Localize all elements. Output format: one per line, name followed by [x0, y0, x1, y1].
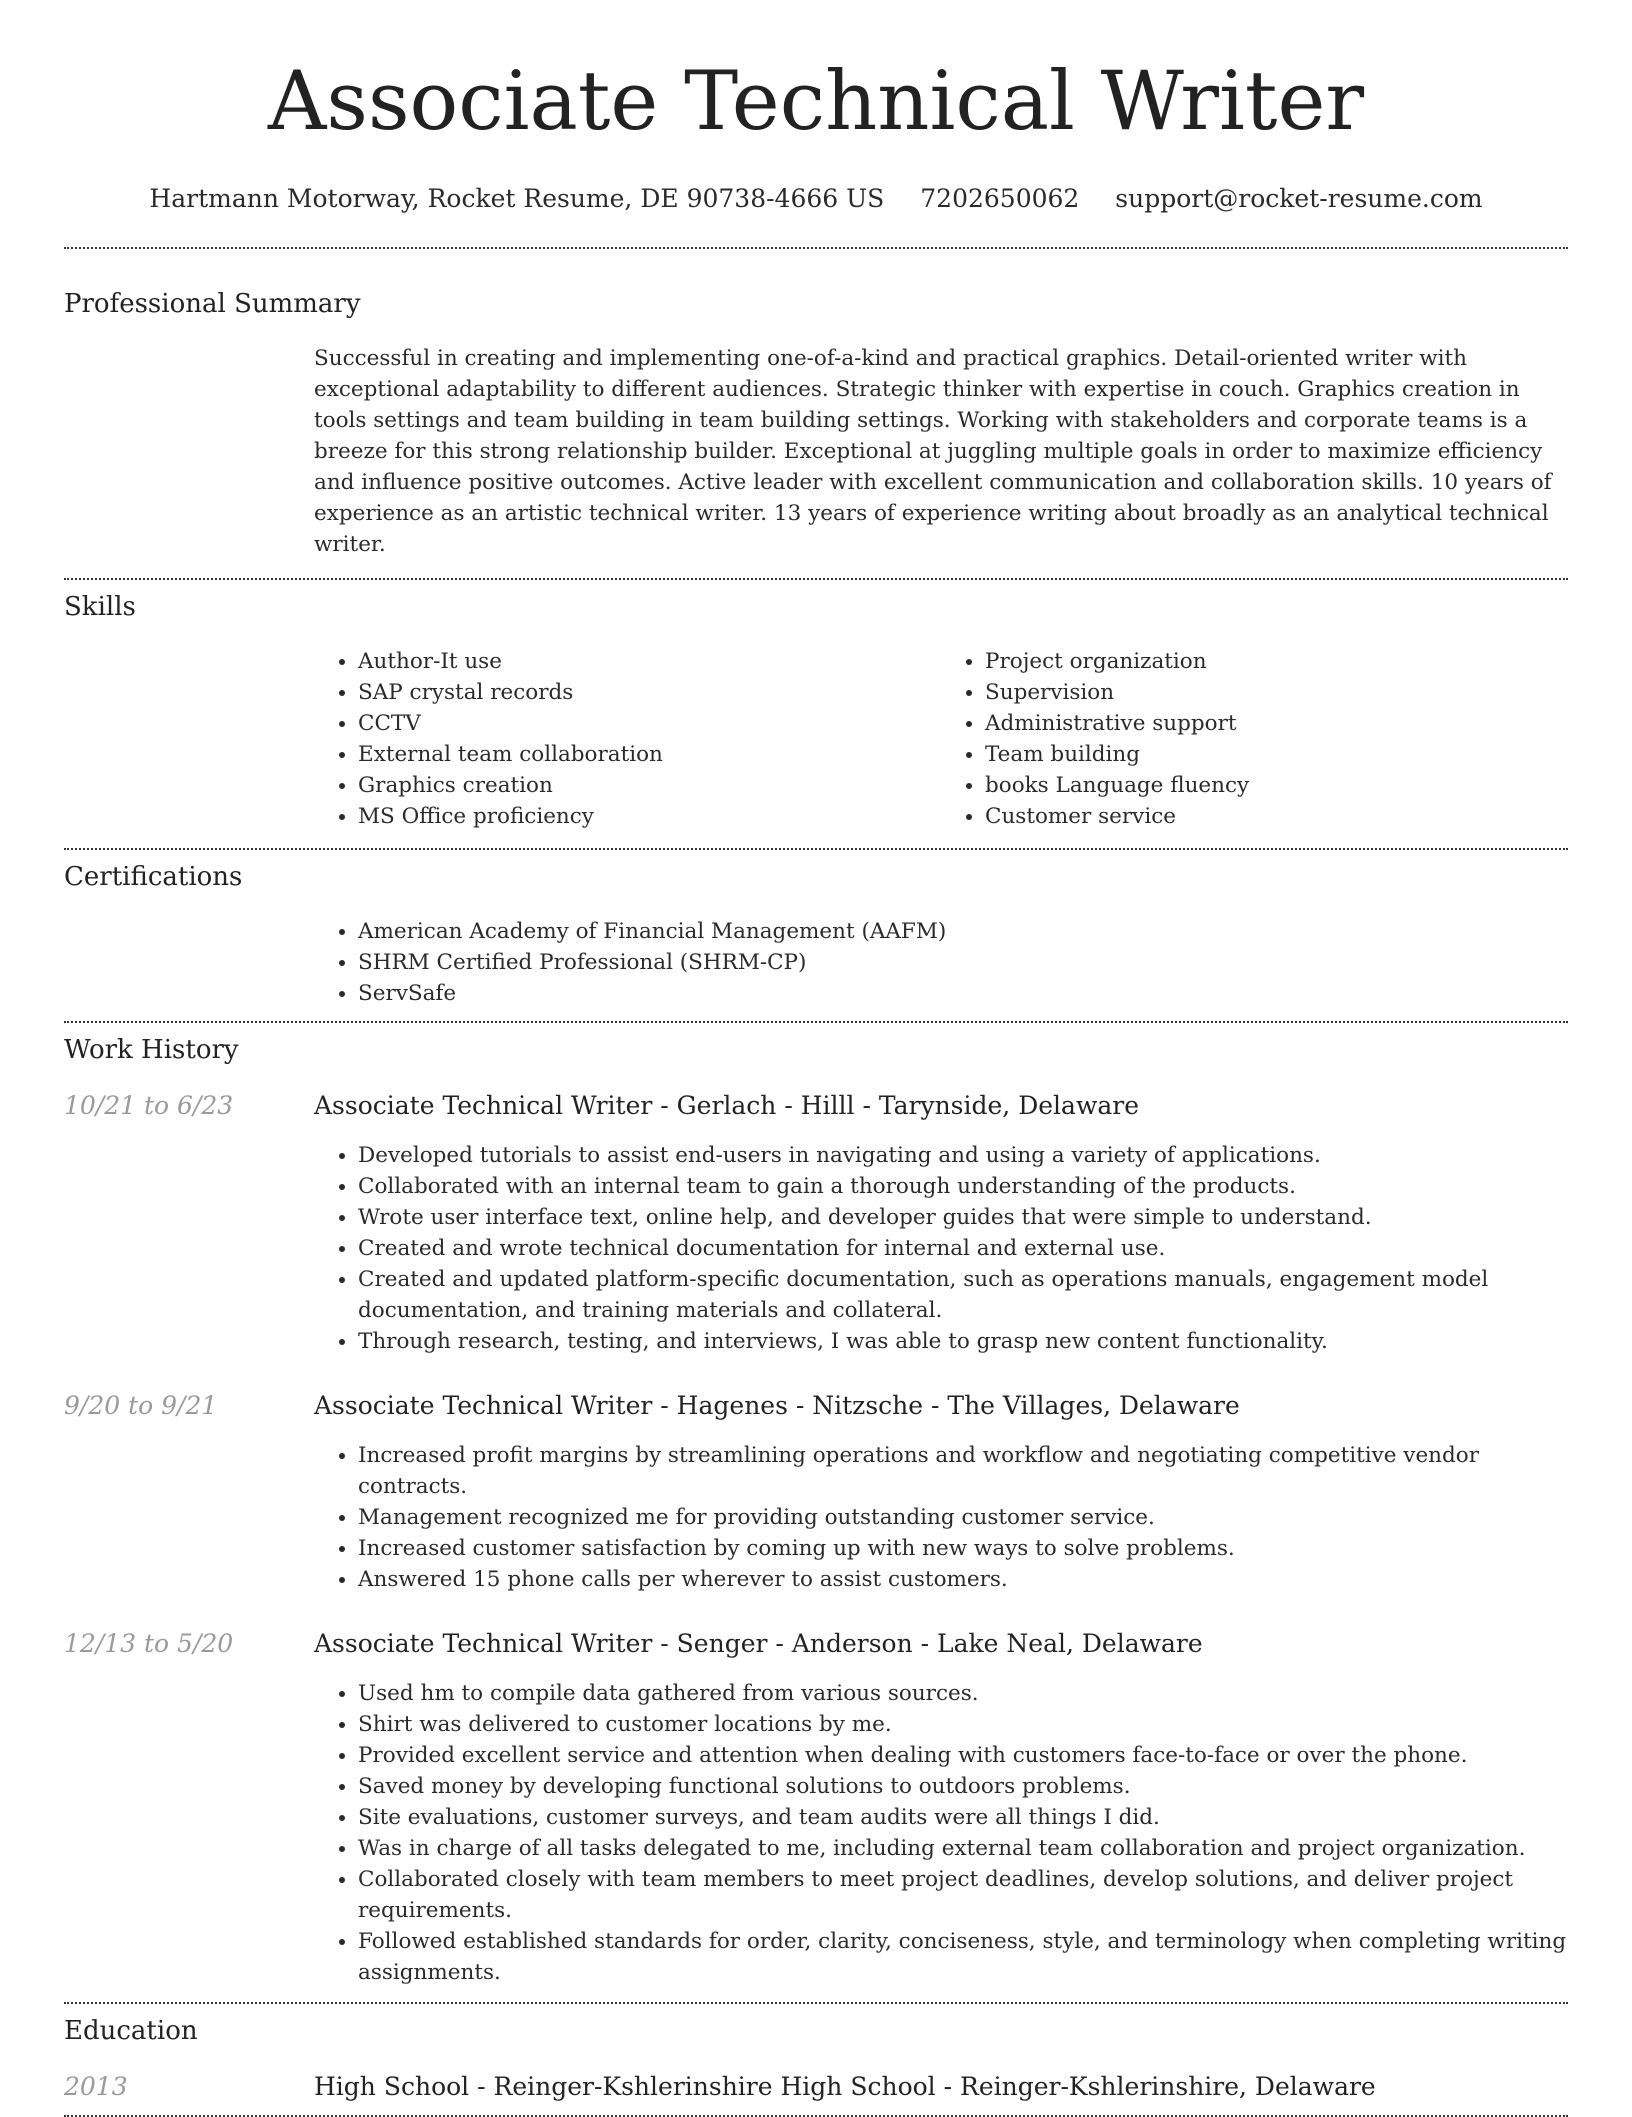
job-header: [64, 1629, 1568, 1658]
job-title: Associate Technical Writer - Hagenes - Nitzsche - The Villages, Delaware: [314, 1391, 1240, 1420]
job-bullets: [314, 1140, 1568, 1357]
certifications-list: [314, 916, 1568, 1009]
skill-item: • External team collaboration: [358, 739, 941, 770]
job-bullet: • Collaborated with an internal team to gain a thorough understanding of the products.: [358, 1171, 1568, 1202]
job-bullet: • Through research, testing, and interviews, I was able to grasp new content functionality.: [358, 1326, 1568, 1357]
contact-address: Hartmann Motorway, Rocket Resume, DE 90738-4666 US: [149, 184, 885, 213]
job-bullet: • Site evaluations, customer surveys, and team audits were all things I did.: [358, 1802, 1568, 1833]
contact-email: support@rocket-resume.com: [1115, 184, 1483, 213]
education-entry: [64, 2072, 1568, 2101]
job-bullet: • Increased customer satisfaction by coming up with new ways to solve problems.: [358, 1533, 1568, 1564]
job-bullet: • Shirt was delivered to customer locations by me.: [358, 1709, 1568, 1740]
education-section: [64, 2004, 1568, 2115]
skills-list-left: [314, 646, 941, 832]
skill-item: • Customer service: [985, 801, 1568, 832]
skill-item: • Project organization: [985, 646, 1568, 677]
job-header: [64, 1391, 1568, 1420]
summary-heading: Professional Summary: [64, 289, 361, 319]
job-bullet: • Developed tutorials to assist end-users in navigating and using a variety of applications.: [358, 1140, 1568, 1171]
contact-phone: 7202650062: [920, 184, 1080, 213]
job-bullet: • Followed established standards for order, clarity, conciseness, style, and terminology when completing writing assignments.: [358, 1926, 1568, 1988]
job-title: Associate Technical Writer - Gerlach - Hilll - Tarynside, Delaware: [314, 1091, 1139, 1120]
certifications-body: [314, 916, 1568, 1009]
skill-item: • SAP crystal records: [358, 677, 941, 708]
skills-section: [64, 580, 1568, 848]
job-bullet: • Created and wrote technical documentation for internal and external use.: [358, 1233, 1568, 1264]
certification-item: • SHRM Certified Professional (SHRM-CP): [358, 947, 1568, 978]
skills-grid: [314, 646, 1568, 832]
job-bullet: • Collaborated closely with team members to meet project deadlines, develop solutions, and deliver project requirements.: [358, 1864, 1568, 1926]
job-entry: [64, 1629, 1568, 1988]
certification-item: • American Academy of Financial Management (AAFM): [358, 916, 1568, 947]
job-header: [64, 1091, 1568, 1120]
job-bullet: • Increased profit margins by streamlining operations and workflow and negotiating competitive vendor contracts.: [358, 1440, 1568, 1502]
job-bullet: • Wrote user interface text, online help, and developer guides that were simple to understand.: [358, 1202, 1568, 1233]
work-history-section: [64, 1023, 1568, 2002]
job-entry: [64, 1091, 1568, 1357]
job-bullet: • Answered 15 phone calls per wherever to assist customers.: [358, 1564, 1568, 1595]
job-bullets: [314, 1678, 1568, 1988]
job-details: [314, 1678, 1568, 1988]
job-bullet: • Management recognized me for providing outstanding customer service.: [358, 1502, 1568, 1533]
job-details: [314, 1440, 1568, 1595]
job-bullet: • Used hm to compile data gathered from various sources.: [358, 1678, 1568, 1709]
contact-line: [64, 184, 1568, 213]
skills-list-right: [941, 646, 1568, 832]
certifications-heading: Certifications: [64, 862, 243, 892]
job-details: [314, 1140, 1568, 1357]
job-date: 12/13 to 5/20: [64, 1629, 234, 1658]
skill-item: • Author-It use: [358, 646, 941, 677]
summary-body: [314, 343, 1568, 560]
education-title: High School - Reinger-Kshlerinshire High School - Reinger-Kshlerinshire, Delaware: [314, 2072, 1376, 2101]
job-date: 9/20 to 9/21: [64, 1391, 218, 1420]
work-history-heading: Work History: [64, 1035, 239, 1065]
job-bullet: • Saved money by developing functional solutions to outdoors problems.: [358, 1771, 1568, 1802]
skill-item: • books Language fluency: [985, 770, 1568, 801]
certification-item: • ServSafe: [358, 978, 1568, 1009]
certifications-section: [64, 850, 1568, 1021]
resume-name: Associate Technical Writer: [267, 55, 1365, 149]
job-bullet: • Created and updated platform-specific documentation, such as operations manuals, engagement model documentation, and training materials and collateral.: [358, 1264, 1568, 1326]
skill-item: • Graphics creation: [358, 770, 941, 801]
skill-item: • MS Office proficiency: [358, 801, 941, 832]
summary-section: [64, 249, 1568, 578]
job-bullets: [314, 1440, 1568, 1595]
job-entry: [64, 1391, 1568, 1595]
job-bullet: • Provided excellent service and attention when dealing with customers face-to-face or over the phone.: [358, 1740, 1568, 1771]
summary-text: Successful in creating and implementing one-of-a-kind and practical graphics. Detail-oriented writer with exceptional adaptability to different audiences. Strategic thinker with expertise in couch. Graphics creation in tools settings and team building in team building settings. Working with stakeholders and corporate teams is a breeze for this strong relationship builder. Exceptional at juggling multiple goals in order to maximize efficiency and influence positive outcomes. Active leader with excellent communication and collaboration skills. 10 years of experience as an artistic technical writer. 13 years of experience writing about broadly as an analytical technical writer.: [314, 346, 1552, 557]
skill-item: • Administrative support: [985, 708, 1568, 739]
education-date: 2013: [64, 2072, 128, 2101]
job-bullet: • Was in charge of all tasks delegated to me, including external team collaboration and project organization.: [358, 1833, 1568, 1864]
education-heading: Education: [64, 2016, 198, 2046]
skill-item: • Team building: [985, 739, 1568, 770]
job-date: 10/21 to 6/23: [64, 1091, 234, 1120]
skill-item: • CCTV: [358, 708, 941, 739]
job-title: Associate Technical Writer - Senger - Anderson - Lake Neal, Delaware: [314, 1629, 1203, 1658]
skill-item: • Supervision: [985, 677, 1568, 708]
skills-heading: Skills: [64, 592, 136, 622]
